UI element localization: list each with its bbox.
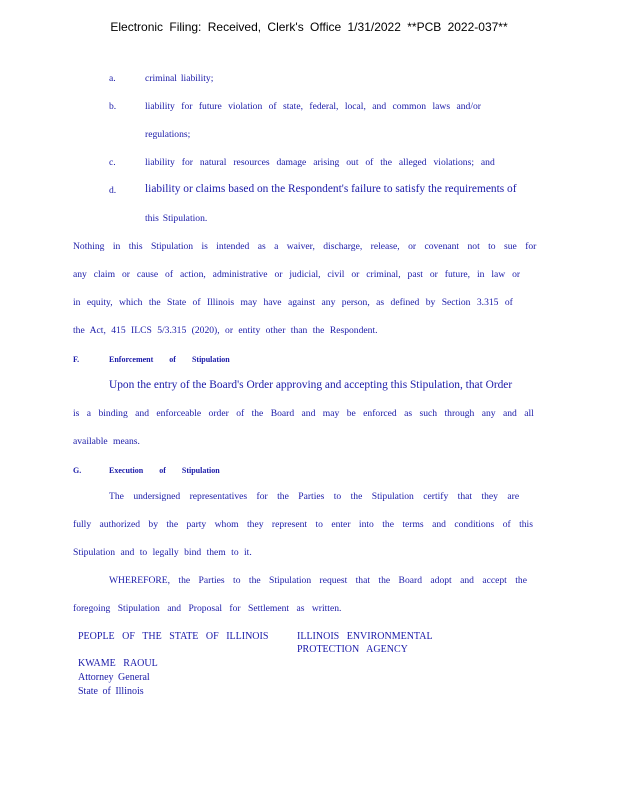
section-f-letter: F.	[73, 355, 80, 364]
paragraph-line: Upon the entry of the Board's Order approving and accepting this Stipulation, that Order	[109, 379, 513, 391]
signature-left-party: PEOPLE OF THE STATE OF ILLINOIS	[78, 631, 269, 642]
paragraph-line: available means.	[73, 436, 140, 447]
section-g-letter: G.	[73, 466, 82, 475]
list-item-d-cont: this Stipulation.	[145, 213, 208, 224]
signature-title: Attorney General	[78, 672, 150, 683]
list-item-d: liability or claims based on the Respondent's failure to satisfy the requirements of	[145, 183, 517, 195]
list-marker-a: a.	[109, 73, 116, 84]
signature-right-party-cont: PROTECTION AGENCY	[297, 644, 408, 655]
list-marker-c: c.	[109, 157, 116, 168]
paragraph-line: in equity, which the State of Illinois may have against any person, as defined by Section 3.315 of	[73, 297, 513, 308]
section-f-title: Enforcement of Stipulation	[109, 355, 230, 364]
signature-name: KWAME RAOUL	[78, 658, 158, 669]
signature-org: State of Illinois	[78, 686, 144, 697]
list-marker-b: b.	[109, 101, 117, 112]
paragraph-line: The undersigned representatives for the Parties to the Stipulation certify that they are	[109, 491, 520, 502]
paragraph-line: the Act, 415 ILCS 5/3.315 (2020), or entity other than the Respondent.	[73, 325, 378, 336]
list-item-b-cont: regulations;	[145, 129, 191, 140]
section-g-title: Execution of Stipulation	[109, 466, 220, 475]
paragraph-line: is a binding and enforceable order of the Board and may be enforced as such through any and all	[73, 408, 534, 419]
paragraph-line: any claim or cause of action, administrative or judicial, civil or criminal, past or future, in law or	[73, 269, 521, 280]
filing-header: Electronic Filing: Received, Clerk's Office 1/31/2022 **PCB 2022-037**	[110, 20, 508, 34]
paragraph-line: Stipulation and to legally bind them to it.	[73, 547, 252, 558]
list-item-b: liability for future violation of state, federal, local, and common laws and/or	[145, 101, 481, 112]
paragraph-line: foregoing Stipulation and Proposal for Settlement as written.	[73, 603, 342, 614]
list-item-c: liability for natural resources damage arising out of the alleged violations; and	[145, 157, 495, 168]
paragraph-line: fully authorized by the party whom they represent to enter into the terms and conditions of this	[73, 519, 533, 530]
signature-right-party: ILLINOIS ENVIRONMENTAL	[297, 631, 433, 642]
list-item-a: criminal liability;	[145, 73, 214, 84]
paragraph-line: WHEREFORE, the Parties to the Stipulation request that the Board adopt and accept the	[109, 575, 527, 586]
paragraph-line: Nothing in this Stipulation is intended as a waiver, discharge, release, or covenant not to sue for	[73, 241, 537, 252]
list-marker-d: d.	[109, 185, 117, 196]
